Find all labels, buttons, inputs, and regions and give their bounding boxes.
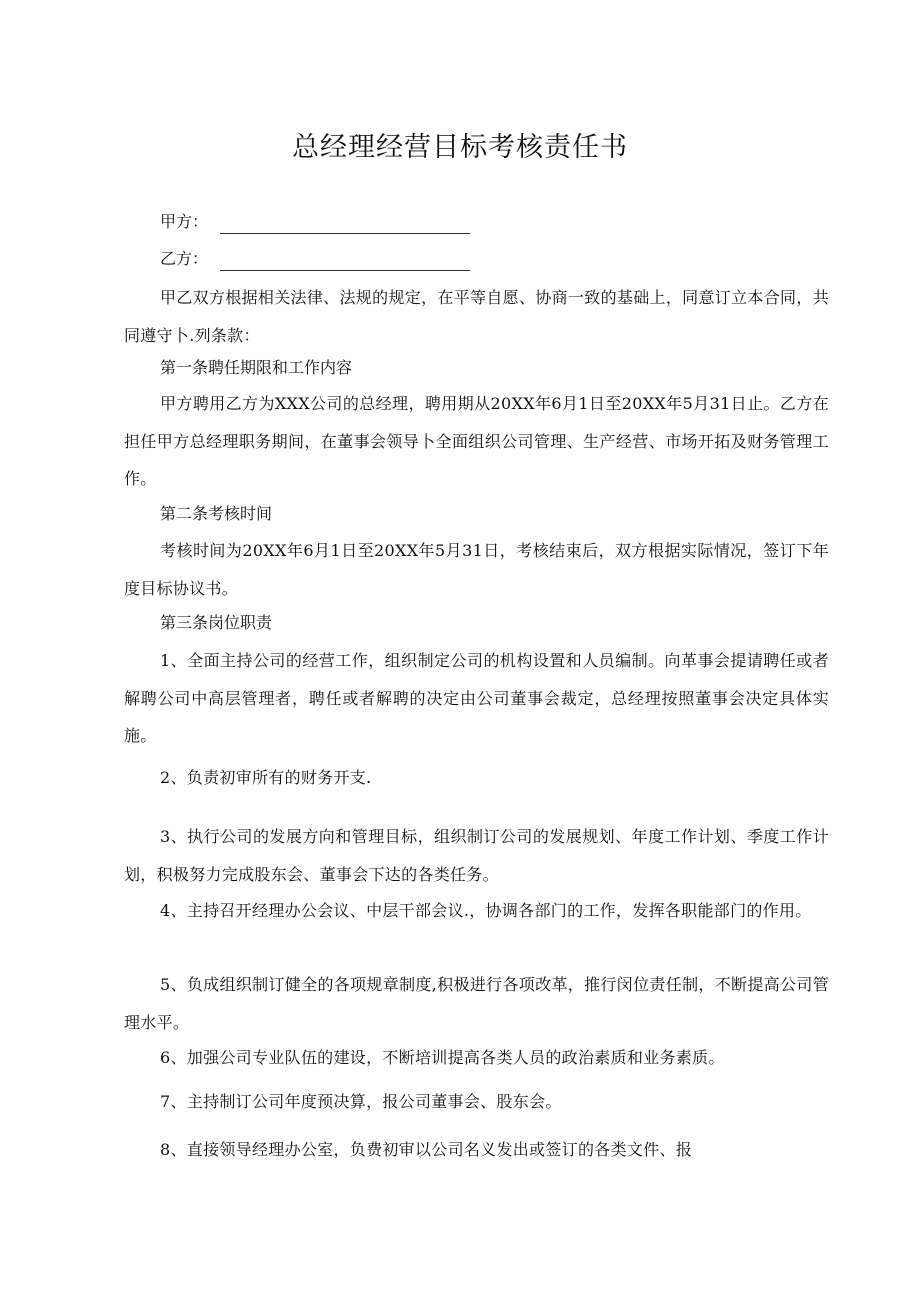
article3-item-1: 1、全面主持公司的经营工作，组织制定公司的机构设置和人员编制。向革事会提请聘任或者解聘公司中高层管理者，聘任或者解聘的决定由公司董事会裁定，总经理按照董事会决定具体实施。 xyxy=(124,651,829,745)
article3-item-8: 8、直接领导经理办公室，负费初审以公司名义发出或签订的各类文件、报 xyxy=(160,1140,693,1159)
party-b-row xyxy=(160,247,470,271)
article3-item-4: 4、主持召开经理办公会议、中层干部会议.，协调各部门的工作，发挥各职能部门的作用。 xyxy=(160,901,812,920)
article3-item-6: 6、加强公司专业队伍的建设，不断培训提高各类人员的政治素质和业务素质。 xyxy=(160,1048,725,1067)
party-b-label: 乙方： xyxy=(160,249,209,268)
party-a-row xyxy=(160,210,470,234)
article3-item-2: 2、负责初审所有的财务开支. xyxy=(160,768,372,787)
article3-item-3: 3、执行公司的发展方向和管理目标，组织制订公司的发展规划、年度工作计划、季度工作计划，积极努力完成股东会、董事会下达的各类任务。 xyxy=(124,827,829,884)
party-a-label: 甲方： xyxy=(160,212,209,231)
party-a-blank-line xyxy=(220,219,470,234)
article1-heading: 第一条聘任期限和工作内容 xyxy=(160,358,353,377)
article3-item-5: 5、负成组织制订健全的各项规章制度,积极进行各项改革，推行闵位责任制，不断提高公司管理水平。 xyxy=(124,975,829,1032)
article2-body: 考核时间为20XX年6月1日至20XX年5月31日，考核结束后，双方根据实际情况，签订下年度目标协议书。 xyxy=(124,541,829,598)
article3-item-7: 7、主持制订公司年度预决算，报公司董事会、股东会。 xyxy=(160,1092,562,1111)
article1-body: 甲方聘用乙方为XXX公司的总经理，聘用期从20XX年6月1日至20XX年5月31日止。乙方在担任甲方总经理职务期间，在董事会领导卜全面组织公司管理、生产经营、市场开拓及财务管理工作。 xyxy=(124,394,829,488)
article3-heading: 第三条岗位职责 xyxy=(160,613,273,632)
document-title: 总经理经营目标考核责任书 xyxy=(292,132,628,163)
intro-paragraph: 甲乙双方根据相关法律、法规的规定，在平等自愿、协商一致的基础上，同意订立本合同，共同遵守卜.列条款： xyxy=(124,288,829,345)
party-b-blank-line xyxy=(220,256,470,271)
article2-heading: 第二条考核时间 xyxy=(160,504,273,523)
